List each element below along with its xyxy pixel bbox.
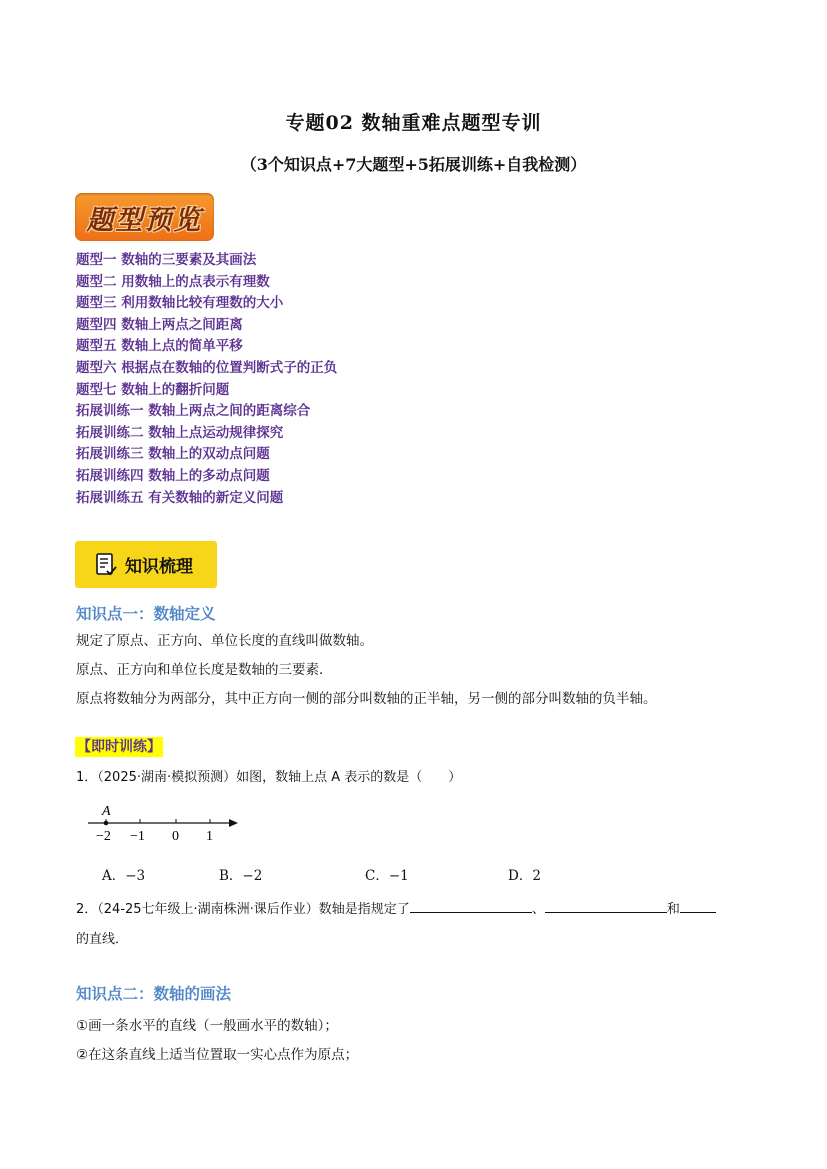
number-line-figure (84, 798, 244, 846)
tick-label: 1 (206, 829, 213, 844)
number-line-arrow-icon (229, 819, 238, 827)
tick-label: −1 (130, 829, 145, 844)
toc-item[interactable]: 题型三 利用数轴比较有理数的大小 (76, 295, 284, 312)
toc-item[interactable]: 拓展训练五 有关数轴的新定义问题 (76, 489, 284, 506)
q1-text: 1．（2025·湖南·模拟预测）如图，数轴上点 A 表示的数是（ ） (76, 770, 462, 785)
q2-text (76, 898, 716, 917)
point-a-dot (104, 821, 109, 826)
toc-item[interactable]: 题型一 数轴的三要素及其画法 (76, 252, 257, 268)
option-a[interactable]: A．−3 (102, 868, 146, 884)
k1-heading: 知识点一：数轴定义 (76, 605, 216, 623)
toc-item[interactable]: 题型四 数轴上两点之间距离 (76, 316, 243, 333)
toc-list (76, 250, 337, 509)
preview-banner-label: 题型预览 (86, 204, 203, 236)
document-check-icon (95, 552, 117, 578)
knowledge-banner-label: 知识梳理 (125, 557, 193, 577)
q2-blank-1[interactable] (410, 898, 532, 913)
q2-suffix: 的直线． (76, 932, 129, 947)
page-title: 专题02 数轴重难点题型专训 (285, 112, 542, 134)
point-a-label: A (102, 804, 111, 819)
option-b[interactable]: B．−2 (219, 868, 263, 884)
practice-tag: 【即时训练】 (77, 739, 161, 755)
k1-line: 原点、正方向和单位长度是数轴的三要素． (76, 662, 333, 678)
q2-blank-3[interactable] (680, 898, 716, 913)
toc-item[interactable]: 拓展训练四 数轴上的多动点问题 (76, 467, 270, 484)
k1-line: 规定了原点、正方向、单位长度的直线叫做数轴。 (76, 633, 373, 649)
knowledge-banner (75, 541, 217, 588)
toc-item[interactable]: 题型七 数轴上的翻折问题 (76, 381, 230, 398)
tick-label: −2 (96, 829, 111, 844)
toc-item[interactable]: 题型六 根据点在数轴的位置判断式子的正负 (76, 359, 338, 376)
option-d[interactable]: D．2 (508, 868, 541, 884)
q2-prefix: 2．（24-25七年级上·湖南株洲·课后作业）数轴是指规定了 (76, 902, 410, 917)
toc-item[interactable]: 题型五 数轴上点的简单平移 (76, 338, 243, 355)
preview-banner (75, 193, 214, 241)
toc-item[interactable]: 拓展训练一 数轴上两点之间的距离综合 (76, 403, 311, 420)
q2-blank-2[interactable] (545, 898, 667, 913)
q2-separator: 和 (666, 902, 680, 917)
k1-line: 原点将数轴分为两部分，其中正方向一侧的部分叫数轴的正半轴，另一侧的部分叫数轴的负半轴。 (76, 691, 657, 707)
toc-item[interactable]: 拓展训练二 数轴上点运动规律探究 (76, 424, 284, 441)
toc-item[interactable]: 拓展训练三 数轴上的双动点问题 (76, 446, 270, 463)
page-subtitle: （3个知识点+7大题型+5拓展训练+自我检测） (240, 155, 587, 174)
toc-item[interactable]: 题型二 用数轴上的点表示有理数 (76, 273, 270, 290)
k2-line: ②在这条直线上适当位置取一实心点作为原点； (76, 1047, 359, 1063)
k2-line: ①画一条水平的直线（一般画水平的数轴）； (76, 1018, 338, 1034)
q2-separator: 、 (531, 902, 545, 917)
option-c[interactable]: C．−1 (365, 868, 409, 884)
tick-label: 0 (172, 829, 179, 844)
k2-heading: 知识点二：数轴的画法 (76, 985, 232, 1003)
